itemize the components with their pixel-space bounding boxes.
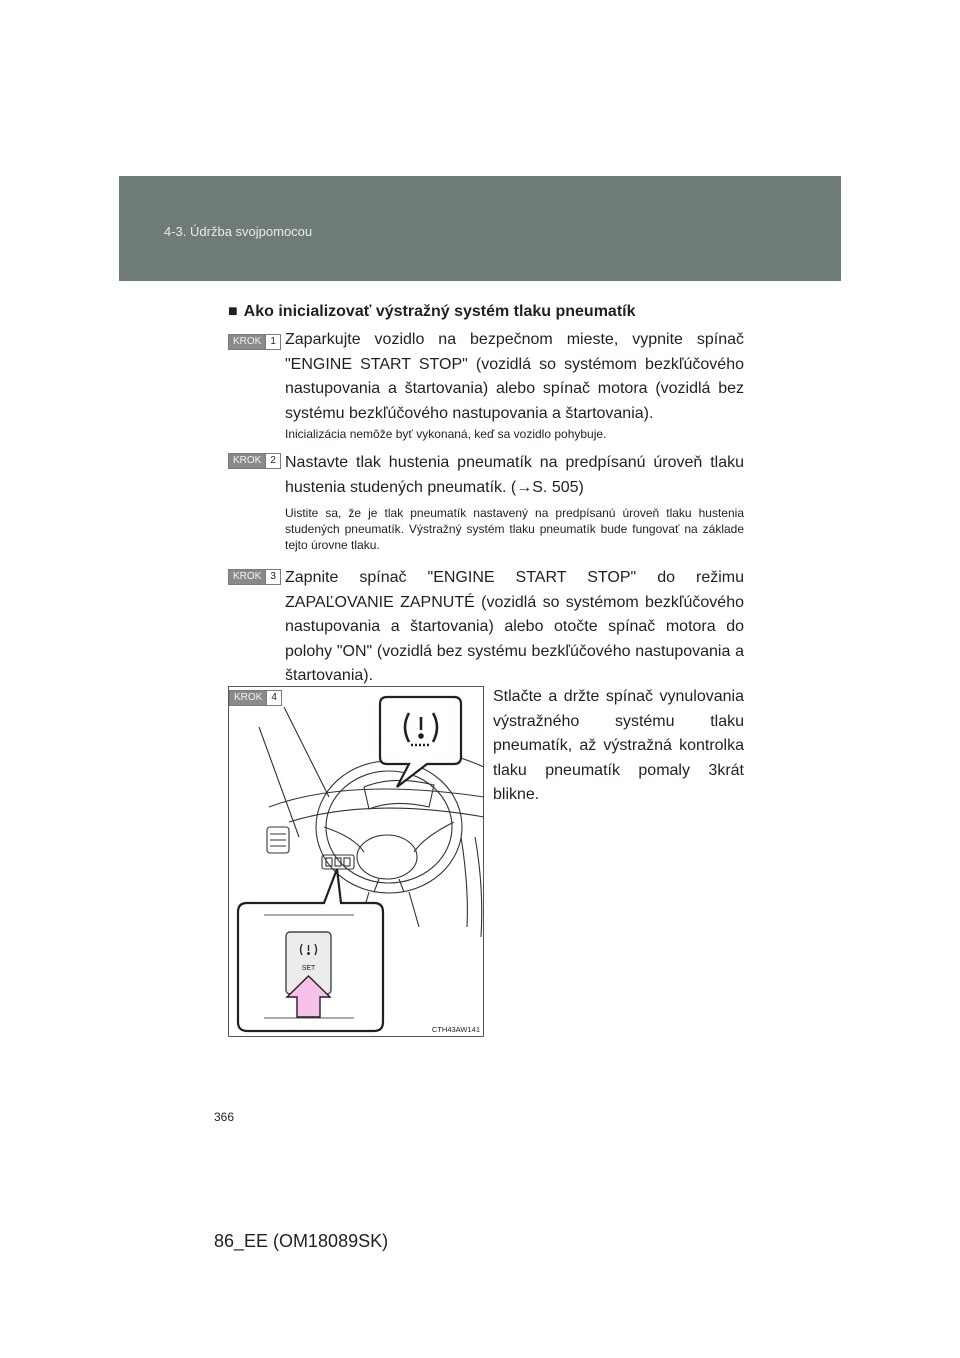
header-band xyxy=(119,176,841,281)
step-3-text: Zapnite spínač "ENGINE START STOP" do režimu ZAPAĽOVANIE ZAPNUTÉ (vozidlá so systémom bezkľúčového nastupovania a štartovania) alebo otočte spínač motora do polohy "ON" (vozidlá bez systému bezkľúčového nastupovania a štartovania). xyxy=(285,569,744,684)
step-tag-word: KROK xyxy=(229,454,265,468)
step-3-tag xyxy=(228,569,281,585)
step-1-text: Zaparkujte vozidlo na bezpečnom mieste, vypnite spínač "ENGINE START STOP" (vozidlá so systémom bezkľúčového nastupovania a štartovania) alebo spínač motora (vozidlá bez systému bezkľúčového nastupovania a štartovania). xyxy=(285,331,744,422)
section-title-header: 4-3. Údržba svojpomocou xyxy=(164,224,313,239)
step-2-text: Nastavte tlak hustenia pneumatík na predpísanú úroveň tlaku hustenia studených pneumatík. (→S. 505) xyxy=(285,454,744,496)
step-1-tag xyxy=(228,334,281,350)
step-tag-word: KROK xyxy=(229,570,265,584)
step-tag-number: 3 xyxy=(265,570,280,584)
figure-code: CTH43AW141 xyxy=(431,1025,480,1034)
heading xyxy=(228,303,635,321)
step-2-note: Uistite sa, že je tlak pneumatík nastavený na predpísanú úroveň tlaku hustenia studených pneumatík. Výstražný systém tlaku pneumatík bude fungovať na základe tejto úrovne tlaku. xyxy=(285,506,744,552)
step-tag-number: 4 xyxy=(266,691,281,705)
step-tag-number: 1 xyxy=(265,335,280,349)
step-4-text: Stlačte a držte spínač vynulovania výstražného systému tlaku pneumatík, až výstražná kontrolka tlaku pneumatík pomaly 3krát blikne. xyxy=(493,688,744,803)
step-tag-word: KROK xyxy=(229,335,265,349)
set-button-label: SET xyxy=(301,965,316,972)
step-4-tag xyxy=(229,690,282,706)
dashboard-drawing xyxy=(229,687,485,1038)
step-1-note: Inicializácia nemôže byť vykonaná, keď sa vozidlo pohybuje. xyxy=(285,427,607,441)
step-2-tag xyxy=(228,453,281,469)
dashboard-illustration xyxy=(228,686,484,1037)
step-tag-number: 2 xyxy=(265,454,280,468)
step-tag-word: KROK xyxy=(230,691,266,705)
heading-text: Ako inicializovať výstražný systém tlaku pneumatík xyxy=(243,303,636,320)
square-bullet-icon: ■ xyxy=(228,303,238,320)
footer-code: 86_EE (OM18089SK) xyxy=(214,1231,389,1251)
page-number: 366 xyxy=(214,1110,235,1124)
